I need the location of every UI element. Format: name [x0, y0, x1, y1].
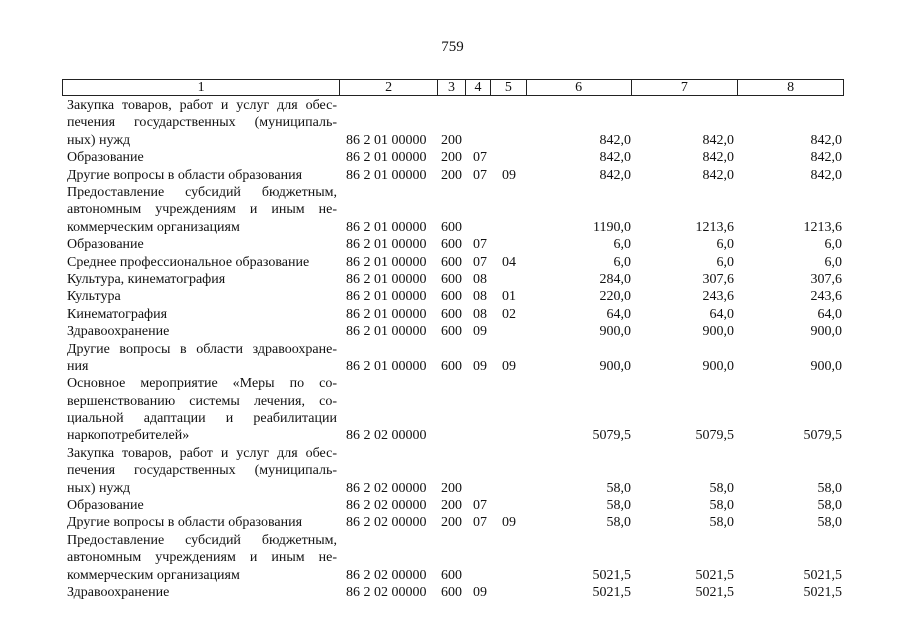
row-value-8: 58,0 [817, 498, 842, 514]
row-name [67, 254, 337, 271]
row-expense-type: 600 [441, 306, 462, 322]
table-row [0, 532, 905, 584]
row-value-7: 1213,6 [695, 219, 734, 235]
row-value-6: 5021,5 [592, 585, 631, 601]
row-value-8: 6,0 [824, 237, 842, 253]
row-value-8: 58,0 [817, 480, 842, 496]
row-value-7: 842,0 [702, 167, 734, 183]
row-value-8: 900,0 [810, 324, 842, 340]
row-value-6: 900,0 [599, 324, 631, 340]
row-section: 07 [473, 150, 487, 166]
row-value-6: 6,0 [613, 237, 631, 253]
row-code: 86 2 02 00000 [346, 515, 427, 531]
row-value-6: 58,0 [606, 498, 631, 514]
row-value-8: 6,0 [824, 254, 842, 270]
row-expense-type: 600 [441, 219, 462, 235]
row-value-7: 6,0 [716, 254, 734, 270]
row-code: 86 2 02 00000 [346, 567, 427, 583]
row-value-7: 58,0 [709, 515, 734, 531]
row-value-7: 58,0 [709, 480, 734, 496]
row-name-line: ных) нужд [67, 132, 131, 148]
row-code: 86 2 01 00000 [346, 132, 427, 148]
row-expense-type: 600 [441, 324, 462, 340]
row-value-8: 1213,6 [803, 219, 842, 235]
row-name-line: Образование [67, 150, 144, 166]
row-code: 86 2 02 00000 [346, 428, 427, 444]
row-expense-type: 600 [441, 237, 462, 253]
row-name-line: Культура [67, 289, 121, 305]
table-header [62, 79, 844, 96]
row-name-line: Другие вопросы в области образования [67, 167, 303, 183]
row-value-7: 307,6 [702, 271, 734, 287]
table-row [0, 149, 905, 166]
row-name [67, 341, 337, 376]
row-name [67, 167, 337, 184]
row-name [67, 323, 337, 340]
table-row [0, 306, 905, 323]
row-name-line: Другие вопросы в области образования [67, 515, 303, 531]
row-value-8: 307,6 [810, 271, 842, 287]
header-col-1: 1 [63, 80, 340, 95]
row-expense-type: 600 [441, 254, 462, 270]
table-row [0, 323, 905, 340]
table-row [0, 497, 905, 514]
row-expense-type: 600 [441, 358, 462, 374]
row-name [67, 306, 337, 323]
row-name [67, 445, 337, 497]
row-value-6: 5021,5 [592, 567, 631, 583]
row-subsection: 09 [502, 515, 516, 531]
row-expense-type: 600 [441, 585, 462, 601]
row-name-line: ния [67, 358, 89, 374]
row-section: 08 [473, 271, 487, 287]
row-subsection: 04 [502, 254, 516, 270]
row-code: 86 2 01 00000 [346, 306, 427, 322]
row-subsection: 09 [502, 167, 516, 183]
header-col-7: 7 [632, 80, 739, 95]
row-value-7: 6,0 [716, 237, 734, 253]
row-name-line: ных) нужд [67, 480, 131, 496]
table-body [0, 97, 905, 601]
row-name-line: автономным учреждениям и иным не- [67, 550, 337, 566]
row-value-8: 243,6 [810, 289, 842, 305]
row-code: 86 2 02 00000 [346, 498, 427, 514]
row-value-8: 5021,5 [803, 567, 842, 583]
row-value-7: 64,0 [709, 306, 734, 322]
row-value-6: 58,0 [606, 515, 631, 531]
row-value-7: 842,0 [702, 150, 734, 166]
row-name [67, 532, 337, 584]
row-value-8: 64,0 [817, 306, 842, 322]
row-code: 86 2 01 00000 [346, 219, 427, 235]
table-row [0, 184, 905, 236]
row-name-line: Здравоохранение [67, 324, 170, 340]
row-name-line: коммерческим организациям [67, 567, 240, 583]
row-value-6: 842,0 [599, 150, 631, 166]
row-value-6: 6,0 [613, 254, 631, 270]
row-value-7: 243,6 [702, 289, 734, 305]
table-row [0, 341, 905, 376]
row-value-8: 842,0 [810, 150, 842, 166]
row-code: 86 2 01 00000 [346, 167, 427, 183]
row-value-6: 900,0 [599, 358, 631, 374]
row-value-7: 5079,5 [695, 428, 734, 444]
row-name-line: наркопотребителей» [67, 428, 190, 444]
row-section: 08 [473, 289, 487, 305]
row-name-line: Предоставление субсидий бюджетным, [67, 184, 337, 200]
row-name [67, 271, 337, 288]
row-value-6: 64,0 [606, 306, 631, 322]
row-name [67, 97, 337, 149]
row-name-line: Закупка товаров, работ и услуг для обес- [67, 445, 337, 461]
row-code: 86 2 02 00000 [346, 480, 427, 496]
row-expense-type: 200 [441, 480, 462, 496]
table-row [0, 445, 905, 497]
row-section: 07 [473, 515, 487, 531]
row-name-line: автономным учреждениям и иным не- [67, 202, 337, 218]
row-code: 86 2 01 00000 [346, 254, 427, 270]
row-name [67, 184, 337, 236]
row-name-line: печения государственных (муниципаль- [67, 463, 337, 479]
table-row [0, 254, 905, 271]
row-name-line: вершенствованию системы лечения, со- [67, 393, 337, 409]
row-value-6: 842,0 [599, 167, 631, 183]
row-name [67, 514, 337, 531]
row-subsection: 02 [502, 306, 516, 322]
header-col-2: 2 [340, 80, 438, 95]
header-col-4: 4 [466, 80, 491, 95]
row-value-6: 1190,0 [593, 219, 631, 235]
row-code: 86 2 01 00000 [346, 150, 427, 166]
row-value-8: 5021,5 [803, 585, 842, 601]
row-name-line: Образование [67, 237, 144, 253]
row-name-line: Кинематография [67, 306, 168, 322]
header-col-5: 5 [491, 80, 527, 95]
row-section: 08 [473, 306, 487, 322]
row-name [67, 375, 337, 445]
row-subsection: 09 [502, 358, 516, 374]
row-name [67, 149, 337, 166]
row-code: 86 2 02 00000 [346, 585, 427, 601]
row-code: 86 2 01 00000 [346, 324, 427, 340]
row-expense-type: 200 [441, 167, 462, 183]
row-section: 07 [473, 237, 487, 253]
row-value-7: 5021,5 [695, 585, 734, 601]
row-value-6: 220,0 [599, 289, 631, 305]
row-value-8: 842,0 [810, 167, 842, 183]
page-number: 759 [441, 39, 464, 55]
row-section: 09 [473, 585, 487, 601]
row-value-7: 58,0 [709, 498, 734, 514]
table-row [0, 375, 905, 445]
row-name-line: печения государственных (муниципаль- [67, 115, 337, 131]
row-value-6: 284,0 [599, 271, 631, 287]
table-row [0, 271, 905, 288]
row-expense-type: 200 [441, 132, 462, 148]
row-expense-type: 600 [441, 271, 462, 287]
table-row [0, 514, 905, 531]
row-name-line: Закупка товаров, работ и услуг для обес- [67, 98, 337, 113]
row-name [67, 584, 337, 601]
row-value-6: 58,0 [606, 480, 631, 496]
table-row [0, 236, 905, 253]
table-row [0, 97, 905, 149]
row-name-line: Предоставление субсидий бюджетным, [67, 532, 337, 548]
header-col-6: 6 [527, 80, 632, 95]
row-expense-type: 200 [441, 150, 462, 166]
row-value-8: 58,0 [817, 515, 842, 531]
row-code: 86 2 01 00000 [346, 237, 427, 253]
row-expense-type: 600 [441, 567, 462, 583]
row-name-line: Здравоохранение [67, 585, 170, 601]
row-name-line: Другие вопросы в области здравоохране- [67, 341, 337, 357]
row-name [67, 288, 337, 305]
row-value-6: 842,0 [599, 132, 631, 148]
row-name-line: коммерческим организациям [67, 219, 240, 235]
row-section: 07 [473, 498, 487, 514]
row-name-line: Среднее профессиональное образование [67, 254, 310, 270]
header-col-3: 3 [438, 80, 466, 95]
row-subsection: 01 [502, 289, 516, 305]
row-code: 86 2 01 00000 [346, 271, 427, 287]
row-name-line: Основное мероприятие «Меры по со- [67, 376, 337, 392]
row-name-line: Культура, кинематография [67, 271, 226, 287]
row-name-line: Образование [67, 498, 144, 514]
row-expense-type: 600 [441, 289, 462, 305]
row-expense-type: 200 [441, 498, 462, 514]
table-row [0, 288, 905, 305]
row-section: 09 [473, 358, 487, 374]
row-section: 07 [473, 167, 487, 183]
row-section: 07 [473, 254, 487, 270]
table-row [0, 584, 905, 601]
row-value-8: 842,0 [810, 132, 842, 148]
row-expense-type: 200 [441, 515, 462, 531]
row-value-6: 5079,5 [592, 428, 631, 444]
header-col-8: 8 [787, 80, 795, 95]
row-code: 86 2 01 00000 [346, 289, 427, 305]
row-name [67, 497, 337, 514]
row-name-line: циальной адаптации и реабилитации [67, 411, 337, 427]
row-value-7: 900,0 [702, 324, 734, 340]
row-section: 09 [473, 324, 487, 340]
row-value-7: 900,0 [702, 358, 734, 374]
row-value-8: 5079,5 [803, 428, 842, 444]
row-value-7: 5021,5 [695, 567, 734, 583]
row-name [67, 236, 337, 253]
row-code: 86 2 01 00000 [346, 358, 427, 374]
row-value-7: 842,0 [702, 132, 734, 148]
table-row [0, 167, 905, 184]
row-value-8: 900,0 [810, 358, 842, 374]
